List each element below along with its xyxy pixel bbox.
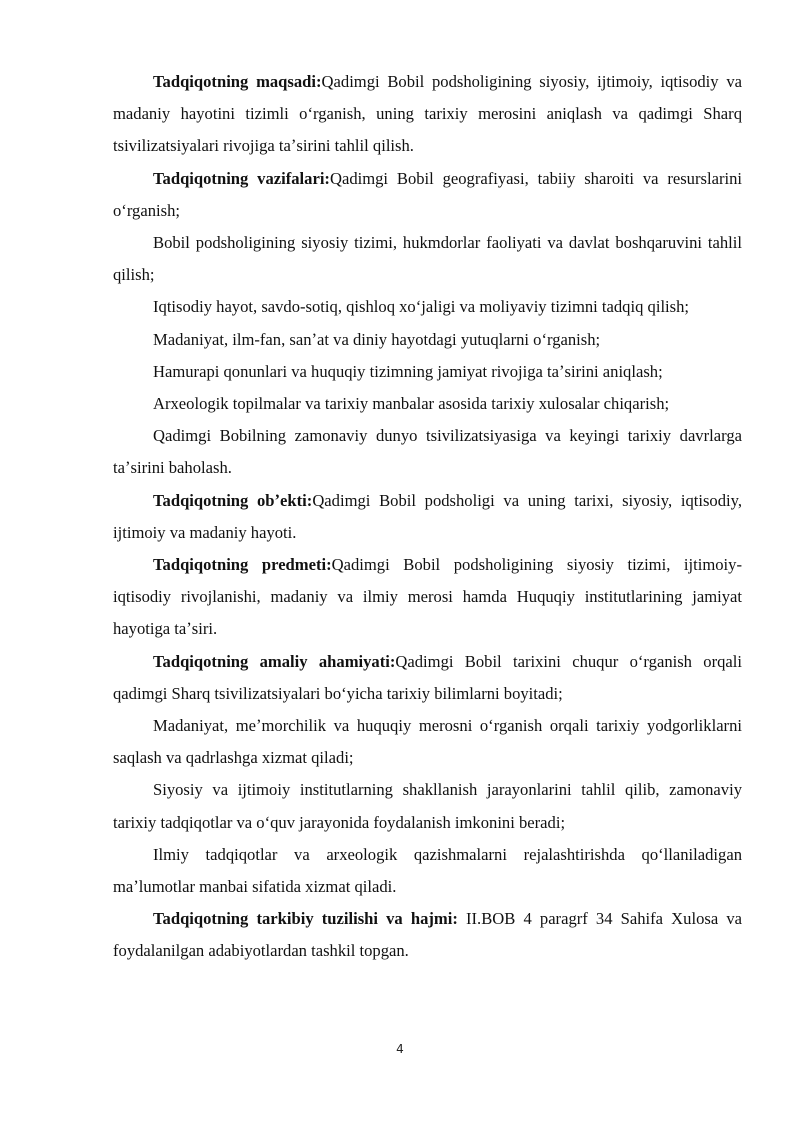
- paragraph-label: Tadqiqotning maqsadi:: [153, 72, 322, 91]
- document-body: [113, 66, 742, 968]
- paragraph-text: Arxeologik topilmalar va tarixiy manbalar asosida tarixiy xulosalar chiqarish;: [153, 394, 670, 414]
- paragraph-text: Qadimgi Bobil podsholigining siyosiy, ijtimoiy, iqtisodiy va madaniy hayotini tizimli oʻrganish, uning tarixiy merosini aniqlash va qadimgi Sharq tsivilizatsiyalari rivojiga taʼsirini tahlil qilish.: [113, 72, 742, 156]
- paragraph-text: Madaniyat, meʼmorchilik va huquqiy merosni oʻrganish orqali tarixiy yodgorliklarni saqlash va qadrlashga xizmat qiladi;: [113, 716, 742, 768]
- paragraph-task-item: [113, 227, 742, 291]
- paragraph-text: Bobil podsholigining siyosiy tizimi, hukmdorlar faoliyati va davlat boshqaruvini tahlil qilish;: [113, 233, 742, 285]
- paragraph-structure-volume: [113, 903, 742, 967]
- paragraph-research-goal: [113, 66, 742, 163]
- paragraph-label: Tadqiqotning vazifalari:: [153, 168, 330, 188]
- paragraph-research-object: [113, 485, 742, 549]
- paragraph-text: Qadimgi Bobil podsholigining siyosiy tizimi, ijtimoiy-iqtisodiy rivojlanishi, madaniy va ilmiy merosi hamda Huquqiy institutlarining jamiyat hayotiga taʼsiri.: [113, 555, 742, 639]
- page-number: 4: [396, 1042, 404, 1056]
- paragraph-text: Siyosiy va ijtimoiy institutlarning shakllanish jarayonlarini tahlil qilib, zamonaviy tarixiy tadqiqotlar va oʻquv jarayonida foydalanish imkonini beradi;: [113, 780, 742, 832]
- paragraph-task-item: [113, 388, 742, 420]
- paragraph-task-item: [113, 324, 742, 356]
- paragraph-significance-item: [113, 774, 742, 838]
- paragraph-research-tasks: [113, 163, 742, 227]
- paragraph-text: Qadimgi Bobil podsholigi va uning tarixi, siyosiy, iqtisodiy, ijtimoiy va madaniy hayoti.: [113, 490, 743, 542]
- paragraph-text: II.BOB 4 paragrf 34 Sahifa Xulosa va foydalanilgan adabiyotlardan tashkil topgan.: [113, 909, 742, 961]
- paragraph-text: Hamurapi qonunlari va huquqiy tizimning jamiyat rivojiga taʼsirini aniqlash;: [153, 361, 663, 381]
- paragraph-label: Tadqiqotning tarkibiy tuzilishi va hajmi:: [153, 909, 458, 929]
- paragraph-label: Tadqiqotning obʼekti:: [153, 490, 313, 510]
- paragraph-label: Tadqiqotning amaliy ahamiyati:: [153, 651, 396, 671]
- paragraph-text: Ilmiy tadqiqotlar va arxeologik qazishmalarni rejalashtirishda qoʻllaniladigan maʼlumotlar manbai sifatida xizmat qiladi.: [113, 844, 742, 897]
- paragraph-task-item: [113, 291, 742, 323]
- paragraph-text: Madaniyat, ilm-fan, sanʼat va diniy hayotdagi yutuqlarni oʻrganish;: [153, 329, 601, 349]
- paragraph-text: Iqtisodiy hayot, savdo-sotiq, qishloq xoʻjaligi va moliyaviy tizimni tadqiq qilish;: [153, 297, 690, 317]
- paragraph-significance-item: [113, 710, 742, 774]
- paragraph-text: Qadimgi Bobil tarixini chuqur oʻrganish orqali qadimgi Sharq tsivilizatsiyalari boʻyicha tarixiy bilimlarni boyitadi;: [113, 651, 742, 703]
- paragraph-task-item: [113, 356, 742, 388]
- paragraph-text: Qadimgi Bobilning zamonaviy dunyo tsivilizatsiyasiga va keyingi tarixiy davrlarga taʼsirini baholash.: [113, 426, 742, 478]
- paragraph-practical-significance: [113, 646, 742, 710]
- paragraph-task-item: [113, 420, 742, 484]
- paragraph-text: Qadimgi Bobil geografiyasi, tabiiy sharoiti va resurslarini oʻrganish;: [113, 168, 742, 220]
- paragraph-label: Tadqiqotning predmeti:: [153, 555, 332, 575]
- paragraph-research-subject: [113, 549, 742, 646]
- paragraph-significance-item: [113, 839, 742, 903]
